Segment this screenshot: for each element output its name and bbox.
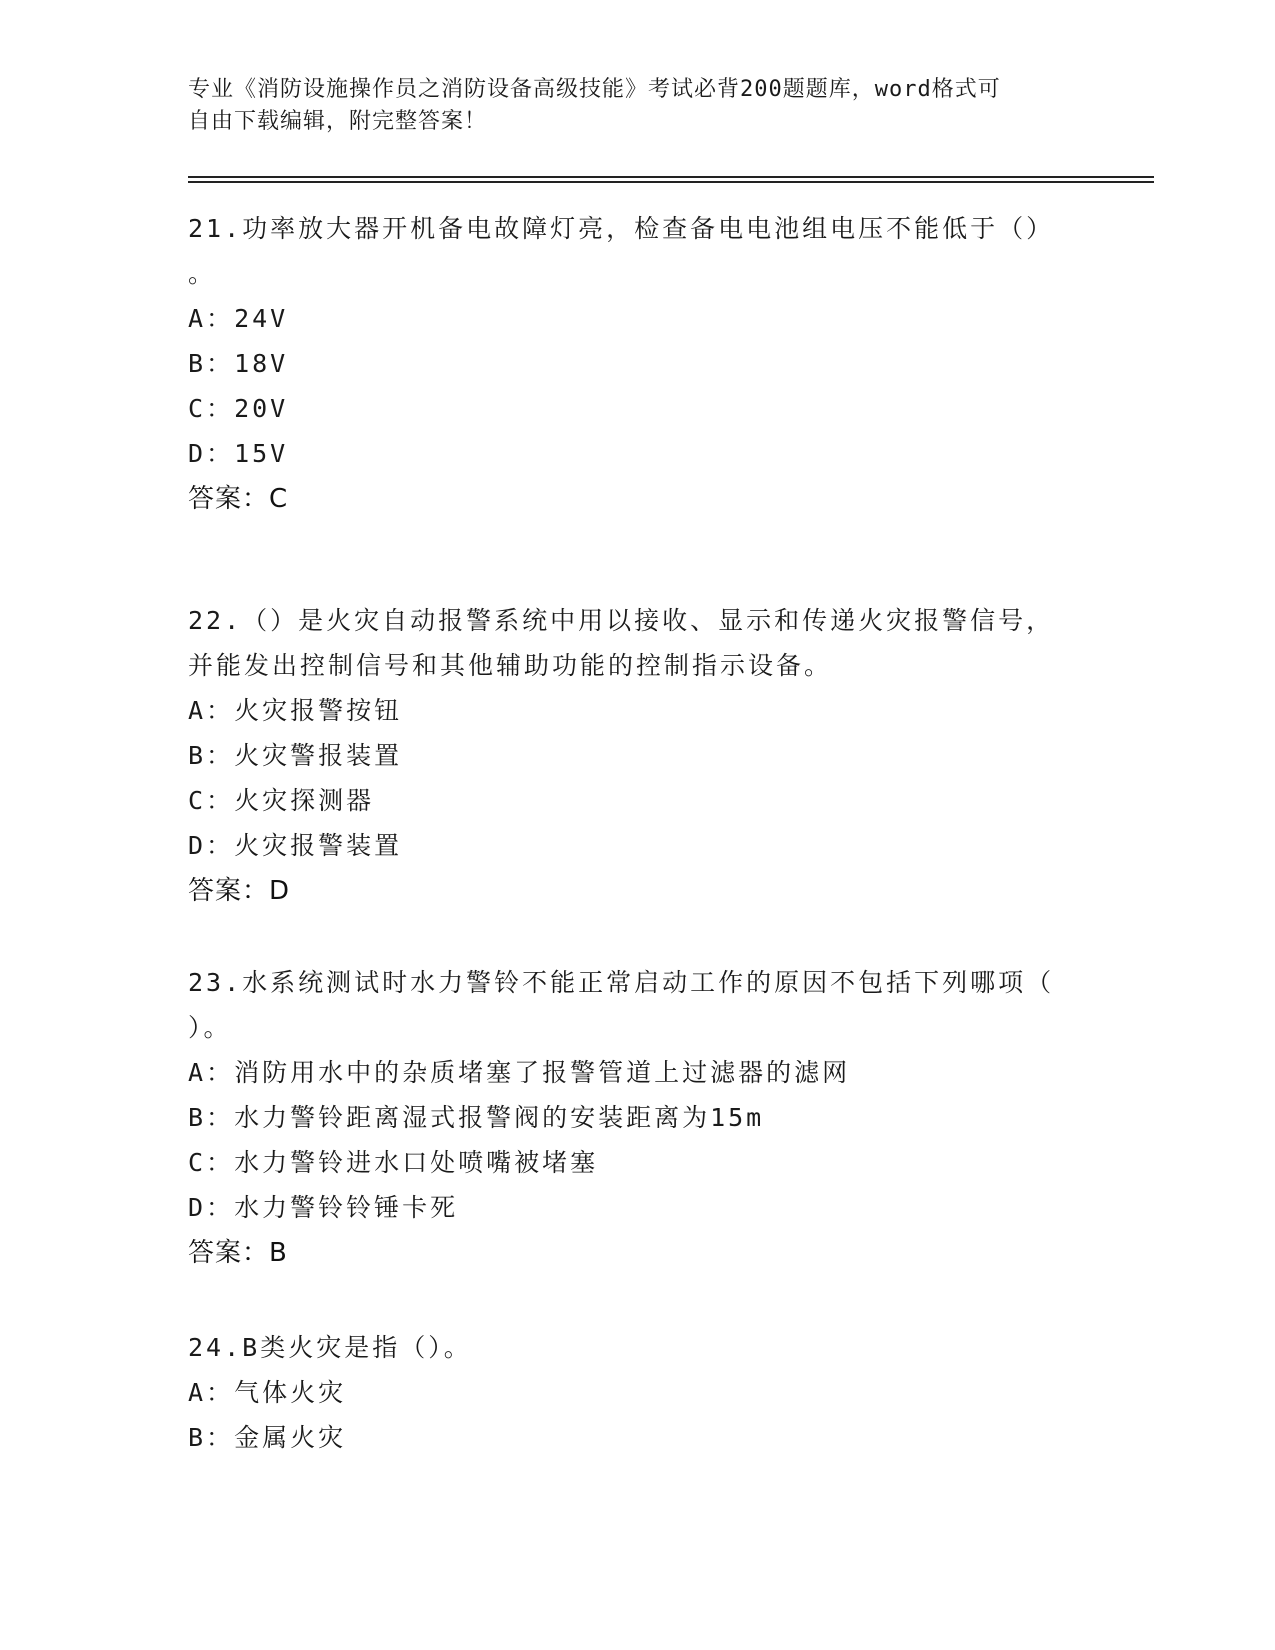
- option-letter: A：: [188, 696, 235, 725]
- option-letter: B：: [188, 1103, 235, 1132]
- option-letter: C：: [188, 394, 235, 423]
- option-b: [188, 733, 1068, 778]
- question-stem: 22.（）是火灾自动报警系统中用以接收、显示和传递火灾报警信号，: [188, 606, 1055, 635]
- option-c: [188, 1140, 1068, 1185]
- option-text: 水力警铃距离湿式报警阀的安装距离为15m: [234, 1103, 765, 1132]
- answer-line: 答案：B: [188, 1238, 288, 1268]
- option-d: [188, 1185, 1068, 1230]
- option-text: 火灾报警装置: [234, 831, 403, 860]
- option-text: 水力警铃进水口处喷嘴被堵塞: [234, 1148, 599, 1177]
- answer-line: 答案：D: [188, 876, 291, 906]
- header-line-2: 自由下载编辑，附完整答案！: [188, 109, 488, 134]
- option-text: 火灾警报装置: [234, 741, 403, 770]
- option-text: 火灾报警按钮: [234, 696, 403, 725]
- document-header: [188, 74, 1088, 138]
- option-a: [188, 296, 1068, 341]
- question-stem: 21.功率放大器开机备电故障灯亮，检查备电电池组电压不能低于（）: [188, 214, 1055, 243]
- option-text: 消防用水中的杂质堵塞了报警管道上过滤器的滤网: [234, 1058, 851, 1087]
- option-d: [188, 823, 1068, 868]
- question-stem-continued: 并能发出控制信号和其他辅助功能的控制指示设备。: [188, 651, 833, 680]
- option-b: [188, 341, 1068, 386]
- question-24: [188, 1325, 1068, 1460]
- option-text: 火灾探测器: [234, 786, 375, 815]
- option-b: [188, 1415, 1068, 1460]
- option-letter: D：: [188, 1193, 235, 1222]
- option-c: [188, 386, 1068, 431]
- option-b: [188, 1095, 1068, 1140]
- option-a: [188, 688, 1068, 733]
- question-stem: 23.水系统测试时水力警铃不能正常启动工作的原因不包括下列哪项（: [188, 968, 1055, 997]
- option-letter: A：: [188, 304, 235, 333]
- option-text: 气体火灾: [234, 1378, 347, 1407]
- option-letter: D：: [188, 439, 235, 468]
- option-letter: A：: [188, 1378, 235, 1407]
- option-letter: C：: [188, 786, 235, 815]
- option-letter: B：: [188, 741, 235, 770]
- question-22: [188, 598, 1068, 914]
- option-letter: B：: [188, 1423, 235, 1452]
- option-text: 金属火灾: [234, 1423, 347, 1452]
- option-letter: B：: [188, 349, 235, 378]
- header-line-1: 专业《消防设施操作员之消防设备高级技能》考试必背200题题库，word格式可: [188, 77, 1001, 102]
- option-c: [188, 778, 1068, 823]
- question-stem: 24.B类火灾是指（）。: [188, 1333, 472, 1362]
- option-text: 18V: [234, 349, 289, 378]
- answer-line: 答案：C: [188, 484, 289, 514]
- option-text: 水力警铃铃锤卡死: [234, 1193, 459, 1222]
- option-letter: C：: [188, 1148, 235, 1177]
- option-d: [188, 431, 1068, 476]
- header-divider-top: [188, 176, 1154, 178]
- option-letter: A：: [188, 1058, 235, 1087]
- option-text: 20V: [234, 394, 289, 423]
- question-21: [188, 206, 1068, 522]
- option-letter: D：: [188, 831, 235, 860]
- option-a: [188, 1370, 1068, 1415]
- question-stem-continued: 。: [188, 259, 217, 288]
- option-text: 15V: [234, 439, 289, 468]
- question-23: [188, 960, 1068, 1276]
- option-a: [188, 1050, 1068, 1095]
- option-text: 24V: [234, 304, 289, 333]
- header-divider-bottom: [188, 181, 1154, 183]
- question-stem-continued: ）。: [188, 1013, 232, 1042]
